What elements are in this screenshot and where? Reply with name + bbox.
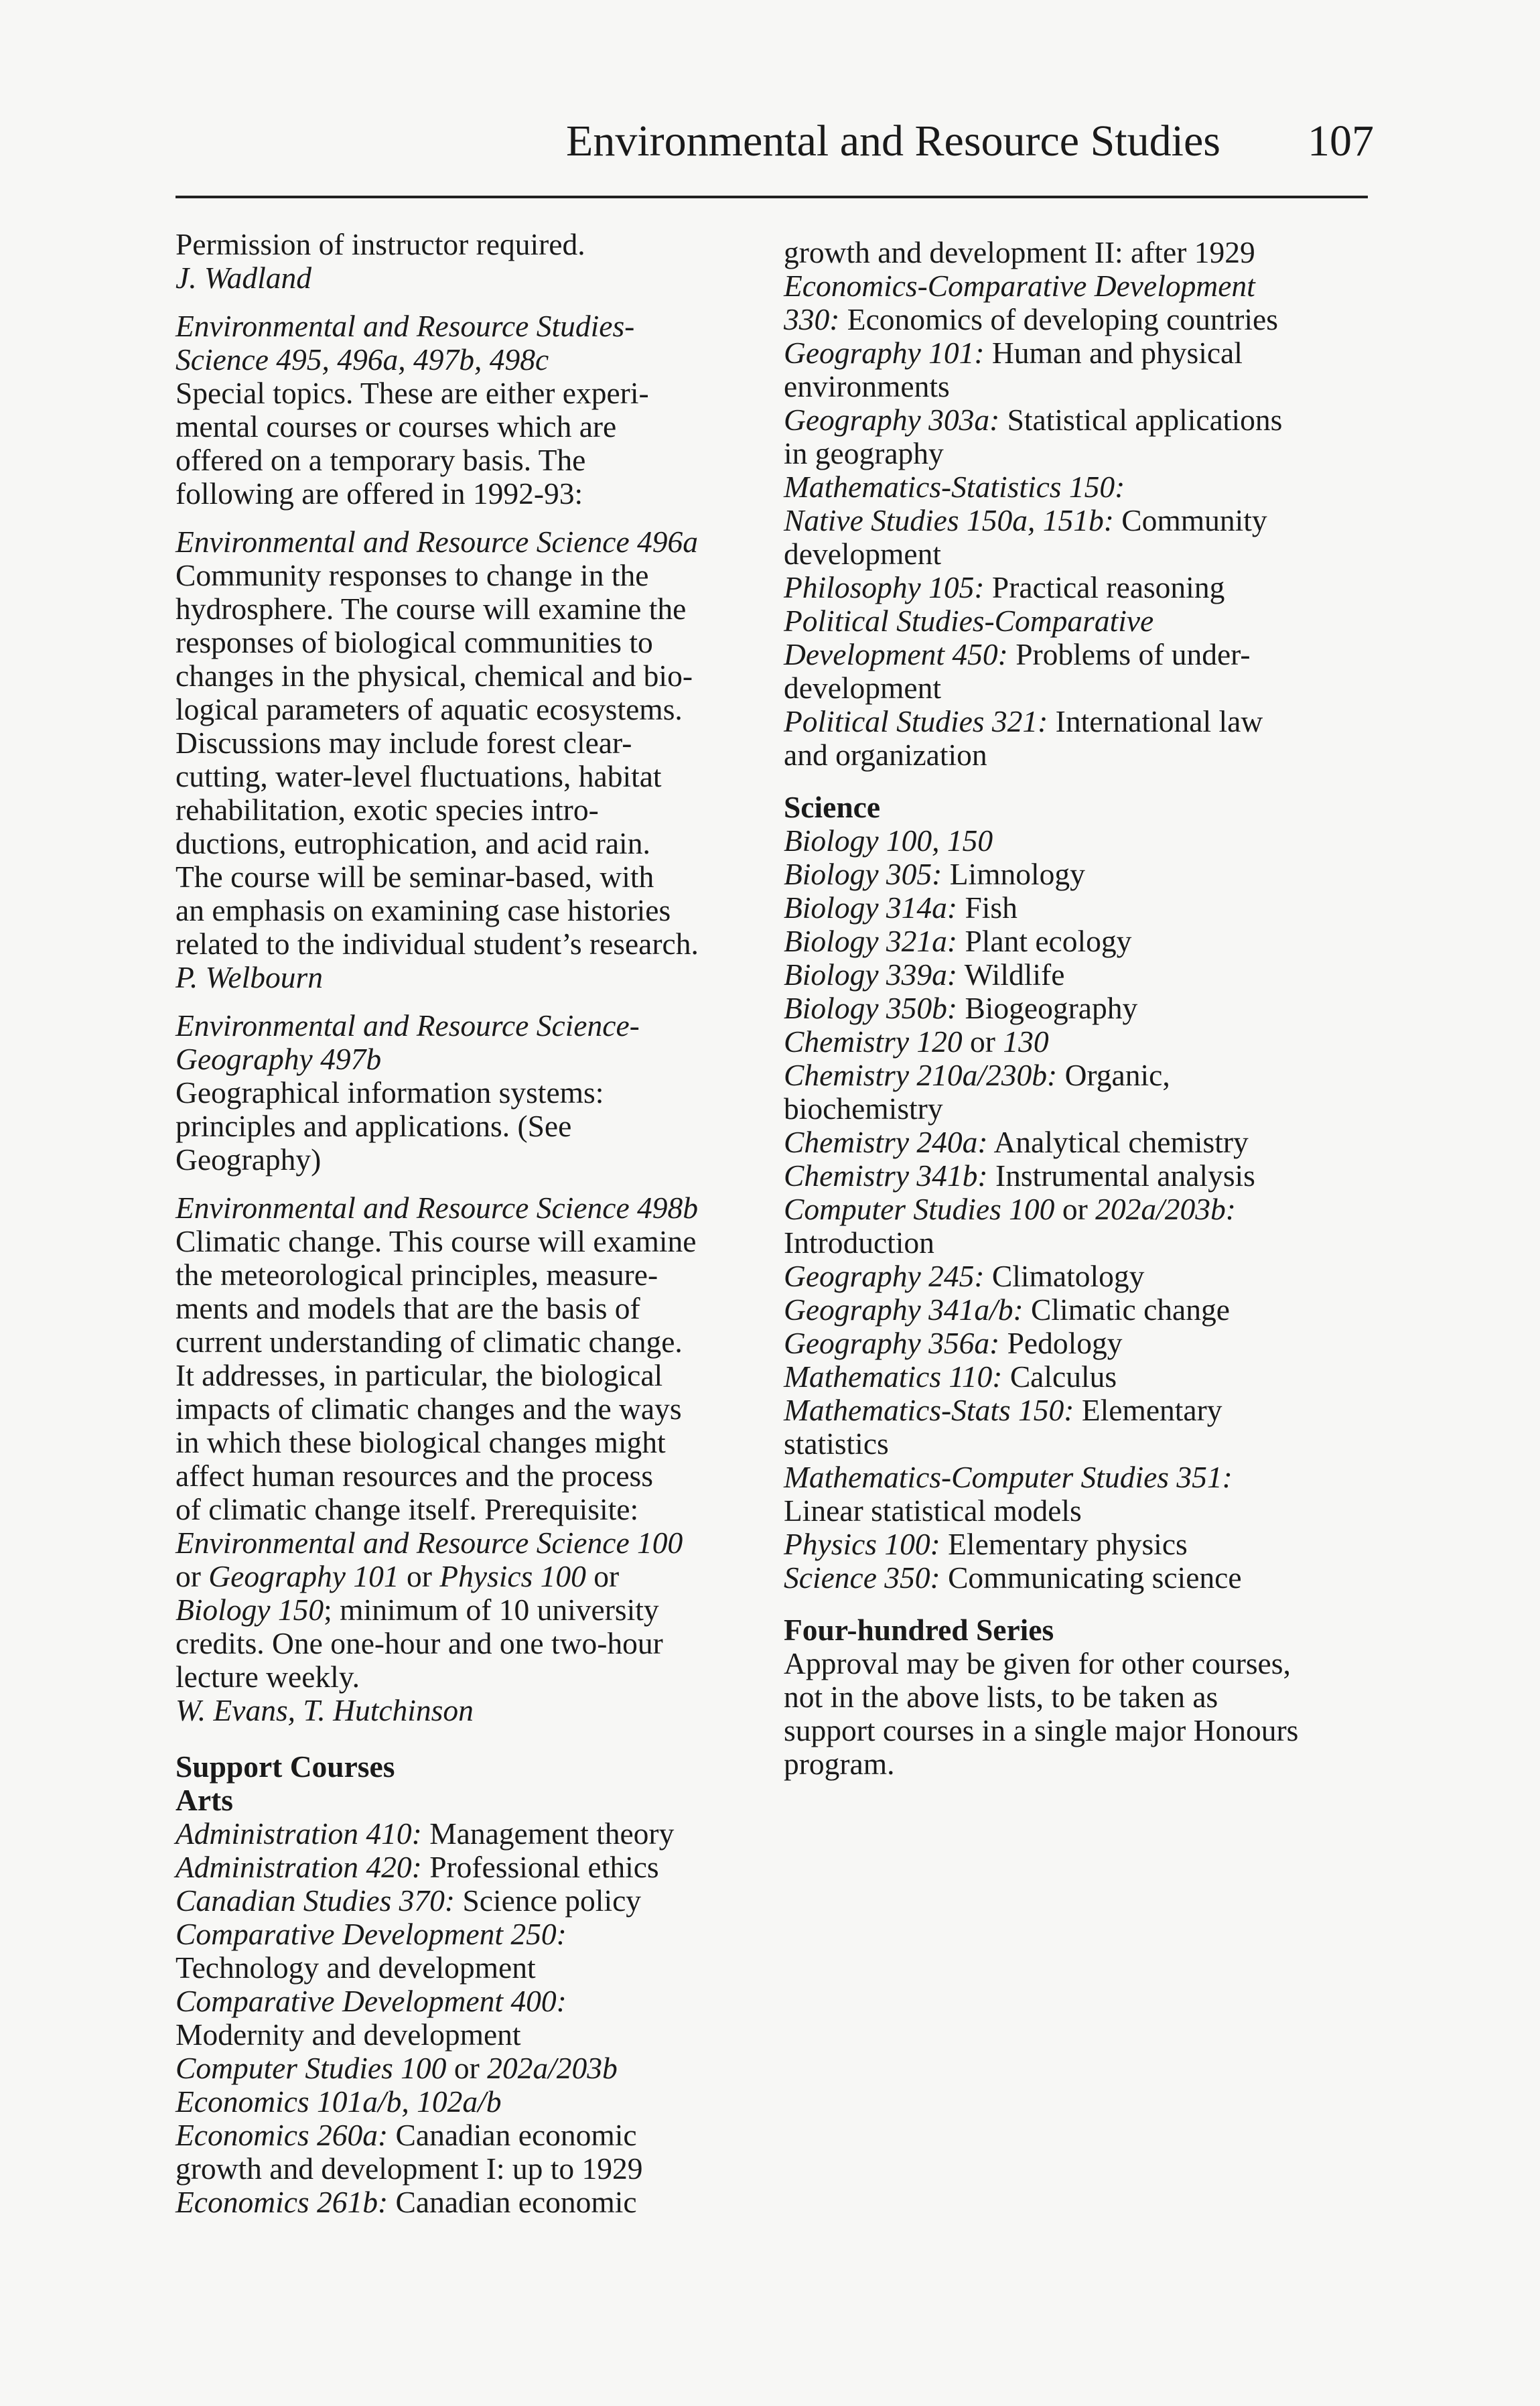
plain-text: statistics bbox=[784, 1426, 889, 1461]
italic-text: Chemistry 341b: bbox=[784, 1158, 988, 1193]
text-line: principles and applications. (See bbox=[176, 1109, 572, 1143]
text-line bbox=[176, 2119, 765, 2152]
arts-list bbox=[176, 1817, 765, 2219]
text-line: offered on a temporary basis. The bbox=[176, 443, 586, 477]
italic-text: Biology 339a: bbox=[784, 957, 958, 992]
text-line bbox=[176, 1593, 765, 1627]
text-line bbox=[784, 269, 1373, 303]
text-line: Community responses to change in the bbox=[176, 558, 649, 592]
text-line: responses of biological communities to bbox=[176, 625, 653, 659]
text-line: ductions, eutrophication, and acid rain. bbox=[176, 826, 650, 860]
text-line: impacts of climatic changes and the ways bbox=[176, 1392, 682, 1426]
italic-text: Economics 261b: bbox=[176, 2185, 389, 2219]
text-line: Environmental and Resource Science 100 bbox=[176, 1526, 683, 1560]
text-line bbox=[784, 891, 1373, 925]
plain-text: Professional ethics bbox=[421, 1850, 659, 1884]
text-line bbox=[784, 1647, 1373, 1680]
plain-text: not in the above lists, to be taken as bbox=[784, 1680, 1218, 1714]
text-line bbox=[784, 1226, 1373, 1260]
plain-text: Climatology bbox=[984, 1259, 1145, 1293]
text-line: It addresses, in particular, the biological bbox=[176, 1358, 663, 1392]
text-line bbox=[784, 470, 1373, 504]
course-block-498b bbox=[176, 1191, 765, 1727]
text-line bbox=[784, 303, 1373, 336]
text-line bbox=[784, 1461, 1373, 1494]
plain-text: Problems of under- bbox=[1007, 637, 1251, 671]
text-line bbox=[784, 1260, 1373, 1293]
plain-text: Statistical applications bbox=[999, 403, 1283, 437]
text-line bbox=[784, 1680, 1373, 1714]
plain-text: Technology and development bbox=[176, 1950, 536, 1985]
plain-text: development bbox=[784, 537, 942, 571]
italic-text: Geography 303a: bbox=[784, 403, 1000, 437]
text-line bbox=[176, 2052, 765, 2085]
plain-text: growth and development II: after 1929 bbox=[784, 235, 1255, 269]
italic-text: Political Studies-Comparative bbox=[784, 604, 1154, 638]
italic-text: Economics 101a/b, 102a/b bbox=[176, 2084, 502, 2119]
text-line bbox=[784, 671, 1373, 705]
plain-text: growth and development I: up to 1929 bbox=[176, 2151, 643, 2186]
text-line bbox=[176, 1951, 765, 1985]
plain-text: Community bbox=[1113, 503, 1267, 537]
text-line bbox=[784, 1360, 1373, 1394]
text-line bbox=[784, 705, 1373, 738]
plain-text: or bbox=[176, 1559, 209, 1593]
text-line bbox=[784, 958, 1373, 992]
text-line bbox=[784, 992, 1373, 1025]
plain-text: Instrumental analysis bbox=[987, 1158, 1255, 1193]
arts-list-continued bbox=[784, 236, 1373, 772]
text-line bbox=[784, 824, 1373, 858]
science-heading: Science bbox=[784, 790, 881, 824]
italic-text: Mathematics-Statistics 150: bbox=[784, 470, 1125, 504]
plain-text: biochemistry bbox=[784, 1091, 943, 1126]
plain-text: or bbox=[962, 1024, 1003, 1059]
plain-text: Human and physical bbox=[984, 336, 1243, 370]
text-line bbox=[784, 571, 1373, 604]
italic-text: Development 450: bbox=[784, 637, 1008, 671]
text-line: Geography 497b bbox=[176, 1042, 382, 1076]
plain-text: Analytical chemistry bbox=[987, 1125, 1249, 1159]
text-line: Discussions may include forest clear- bbox=[176, 726, 632, 760]
text-line: credits. One one-hour and one two-hour bbox=[176, 1626, 663, 1660]
text-line: logical parameters of aquatic ecosystems. bbox=[176, 692, 683, 726]
text-line bbox=[176, 1851, 765, 1884]
text-line: Science 495, 496a, 497b, 498c bbox=[176, 342, 549, 377]
text-line: of climatic change itself. Prerequisite: bbox=[176, 1492, 639, 1526]
plain-text: Pedology bbox=[999, 1326, 1123, 1360]
plain-text: development bbox=[784, 671, 942, 705]
text-line: Environmental and Resource Science- bbox=[176, 1008, 640, 1043]
italic-text: Biology 314a: bbox=[784, 890, 958, 925]
italic-text: Canadian Studies 370: bbox=[176, 1883, 456, 1918]
text-line: Environmental and Resource Studies- bbox=[176, 309, 635, 343]
header-rule bbox=[176, 196, 1368, 198]
plain-text: or bbox=[1054, 1192, 1096, 1226]
plain-text: Fish bbox=[957, 890, 1018, 925]
plain-text: Linear statistical models bbox=[784, 1493, 1082, 1528]
text-line bbox=[176, 1560, 765, 1593]
italic-text: Biology 305: bbox=[784, 857, 942, 891]
italic-text: Science 350: bbox=[784, 1560, 940, 1595]
text-line bbox=[176, 2186, 765, 2219]
text-line bbox=[784, 1025, 1373, 1059]
support-courses-heading: Support Courses bbox=[176, 1749, 395, 1784]
plain-text: or bbox=[446, 2051, 488, 2085]
plain-text: Economics of developing countries bbox=[839, 302, 1278, 336]
italic-text: Geography 245: bbox=[784, 1259, 985, 1293]
four-hundred-text bbox=[784, 1647, 1373, 1781]
plain-text: Wildlife bbox=[957, 957, 1065, 992]
text-line bbox=[784, 1126, 1373, 1159]
text-line: the meteorological principles, measure- bbox=[176, 1258, 658, 1292]
intro-block bbox=[176, 228, 765, 295]
text-line bbox=[784, 1193, 1373, 1226]
text-line bbox=[784, 925, 1373, 958]
science-list bbox=[784, 824, 1373, 1595]
italic-text: 130 bbox=[1003, 1024, 1049, 1059]
text-line: W. Evans, T. Hutchinson bbox=[176, 1693, 474, 1727]
text-line bbox=[784, 1059, 1373, 1092]
text-line: Geography) bbox=[176, 1142, 322, 1177]
plain-text: Approval may be given for other courses, bbox=[784, 1646, 1291, 1680]
text-line: J. Wadland bbox=[176, 261, 312, 295]
text-line bbox=[176, 1985, 765, 2018]
plain-text: Canadian economic bbox=[388, 2118, 637, 2152]
text-line bbox=[176, 1884, 765, 1918]
italic-text: Computer Studies 100 bbox=[784, 1192, 1055, 1226]
plain-text: Organic, bbox=[1057, 1058, 1170, 1092]
text-line bbox=[784, 604, 1373, 638]
text-line: changes in the physical, chemical and bio- bbox=[176, 659, 693, 693]
plain-text: environments bbox=[784, 369, 950, 403]
text-line bbox=[784, 537, 1373, 571]
text-line bbox=[784, 1092, 1373, 1126]
italic-text: Biology 350b: bbox=[784, 991, 958, 1025]
course-block-497b bbox=[176, 1009, 765, 1177]
right-column bbox=[784, 236, 1373, 1781]
plain-text: Plant ecology bbox=[957, 924, 1132, 958]
text-line bbox=[784, 1528, 1373, 1561]
text-line bbox=[176, 1817, 765, 1851]
plain-text: Modernity and development bbox=[176, 2017, 521, 2052]
plain-text: or bbox=[585, 1559, 620, 1593]
text-line bbox=[784, 370, 1373, 403]
text-line: P. Welbourn bbox=[176, 960, 323, 994]
italic-text: Geography 356a: bbox=[784, 1326, 1000, 1360]
text-line: current understanding of climatic change. bbox=[176, 1325, 683, 1359]
italic-text: Economics 260a: bbox=[176, 2118, 389, 2152]
italic-text: Mathematics-Stats 150: bbox=[784, 1393, 1074, 1427]
plain-text: program. bbox=[784, 1747, 895, 1781]
course-block-495 bbox=[176, 310, 765, 511]
text-line bbox=[176, 2152, 765, 2186]
four-hundred-heading: Four-hundred Series bbox=[784, 1613, 1054, 1647]
italic-text: Geography 101 bbox=[208, 1559, 399, 1593]
text-line bbox=[784, 1747, 1373, 1781]
italic-text: Administration 420: bbox=[176, 1850, 422, 1884]
plain-text: and organization bbox=[784, 738, 987, 772]
italic-text: Physics 100 bbox=[439, 1559, 586, 1593]
italic-text: Geography 341a/b: bbox=[784, 1292, 1024, 1327]
italic-text: Chemistry 240a: bbox=[784, 1125, 988, 1159]
italic-text: Chemistry 210a/230b: bbox=[784, 1058, 1058, 1092]
text-line: Special topics. These are either experi- bbox=[176, 376, 649, 410]
italic-text: Comparative Development 400: bbox=[176, 1984, 567, 2018]
italic-text: Native Studies 150a, 151b: bbox=[784, 503, 1114, 537]
italic-text: 202a/203b: bbox=[1095, 1192, 1236, 1226]
course-block-496a bbox=[176, 525, 765, 994]
plain-text: Introduction bbox=[784, 1225, 934, 1260]
plain-text: Elementary physics bbox=[940, 1527, 1188, 1561]
text-line bbox=[784, 1494, 1373, 1528]
italic-text: Philosophy 105: bbox=[784, 570, 985, 604]
italic-text: 330: bbox=[784, 302, 840, 336]
text-line bbox=[784, 1327, 1373, 1360]
text-line bbox=[176, 1918, 765, 1951]
text-line: Permission of instructor required. bbox=[176, 227, 585, 261]
italic-text: Mathematics-Computer Studies 351: bbox=[784, 1460, 1233, 1494]
italic-text: Administration 410: bbox=[176, 1816, 422, 1851]
plain-text: Canadian economic bbox=[388, 2185, 637, 2219]
text-line bbox=[784, 1293, 1373, 1327]
plain-text: ; minimum of 10 university bbox=[324, 1593, 659, 1627]
italic-text: Geography 101: bbox=[784, 336, 985, 370]
text-line: rehabilitation, exotic species intro- bbox=[176, 793, 599, 827]
text-line bbox=[784, 1159, 1373, 1193]
plain-text: International law bbox=[1048, 704, 1263, 738]
plain-text: support courses in a single major Honours bbox=[784, 1713, 1299, 1747]
plain-text: Calculus bbox=[1002, 1359, 1117, 1394]
text-line: The course will be seminar-based, with bbox=[176, 860, 654, 894]
italic-text: Biology 150 bbox=[176, 1593, 324, 1627]
text-line bbox=[784, 858, 1373, 891]
text-line bbox=[784, 437, 1373, 470]
text-line: mental courses or courses which are bbox=[176, 409, 617, 444]
text-line: an emphasis on examining case histories bbox=[176, 893, 671, 927]
plain-text: Limnology bbox=[942, 857, 1085, 891]
left-column bbox=[176, 228, 765, 2219]
text-line bbox=[176, 2018, 765, 2052]
text-line bbox=[784, 403, 1373, 437]
text-line: affect human resources and the process bbox=[176, 1459, 653, 1493]
italic-text: Mathematics 110: bbox=[784, 1359, 1003, 1394]
text-line: related to the individual student’s research. bbox=[176, 927, 699, 961]
header-title: Environmental and Resource Studies bbox=[566, 117, 1220, 165]
text-line bbox=[784, 336, 1373, 370]
text-line bbox=[784, 738, 1373, 772]
text-line: hydrosphere. The course will examine the bbox=[176, 592, 687, 626]
page-number: 107 bbox=[1308, 117, 1374, 165]
text-line: Environmental and Resource Science 498b bbox=[176, 1191, 699, 1225]
plain-text: Communicating science bbox=[940, 1560, 1242, 1595]
italic-text: Biology 100, 150 bbox=[784, 823, 993, 858]
text-line bbox=[176, 2085, 765, 2119]
italic-text: 202a/203b bbox=[487, 2051, 618, 2085]
italic-text: Comparative Development 250: bbox=[176, 1917, 567, 1951]
text-line: lecture weekly. bbox=[176, 1660, 360, 1694]
text-line: ments and models that are the basis of bbox=[176, 1291, 640, 1325]
italic-text: Biology 321a: bbox=[784, 924, 958, 958]
italic-text: Chemistry 120 bbox=[784, 1024, 963, 1059]
text-line: following are offered in 1992-93: bbox=[176, 476, 583, 511]
text-line: cutting, water-level fluctuations, habitat bbox=[176, 759, 662, 793]
italic-text: Political Studies 321: bbox=[784, 704, 1048, 738]
arts-heading: Arts bbox=[176, 1783, 233, 1817]
text-line: Geographical information systems: bbox=[176, 1075, 604, 1110]
plain-text: Elementary bbox=[1074, 1393, 1222, 1427]
italic-text: Computer Studies 100 bbox=[176, 2051, 447, 2085]
text-line: Climatic change. This course will examine bbox=[176, 1224, 697, 1258]
plain-text: Climatic change bbox=[1023, 1292, 1230, 1327]
text-line: Environmental and Resource Science 496a bbox=[176, 525, 699, 559]
plain-text: Science policy bbox=[455, 1883, 642, 1918]
text-line bbox=[784, 638, 1373, 671]
plain-text: Practical reasoning bbox=[984, 570, 1225, 604]
text-line bbox=[784, 1394, 1373, 1427]
text-line: in which these biological changes might bbox=[176, 1425, 666, 1459]
plain-text: or bbox=[399, 1559, 440, 1593]
text-line bbox=[784, 1561, 1373, 1595]
plain-text: Management theory bbox=[421, 1816, 675, 1851]
italic-text: Physics 100: bbox=[784, 1527, 940, 1561]
text-line bbox=[784, 236, 1373, 269]
plain-text: in geography bbox=[784, 436, 944, 470]
text-line bbox=[784, 504, 1373, 537]
text-line bbox=[784, 1714, 1373, 1747]
text-line bbox=[784, 1427, 1373, 1461]
plain-text: Biogeography bbox=[957, 991, 1138, 1025]
italic-text: Economics-Comparative Development bbox=[784, 269, 1255, 303]
